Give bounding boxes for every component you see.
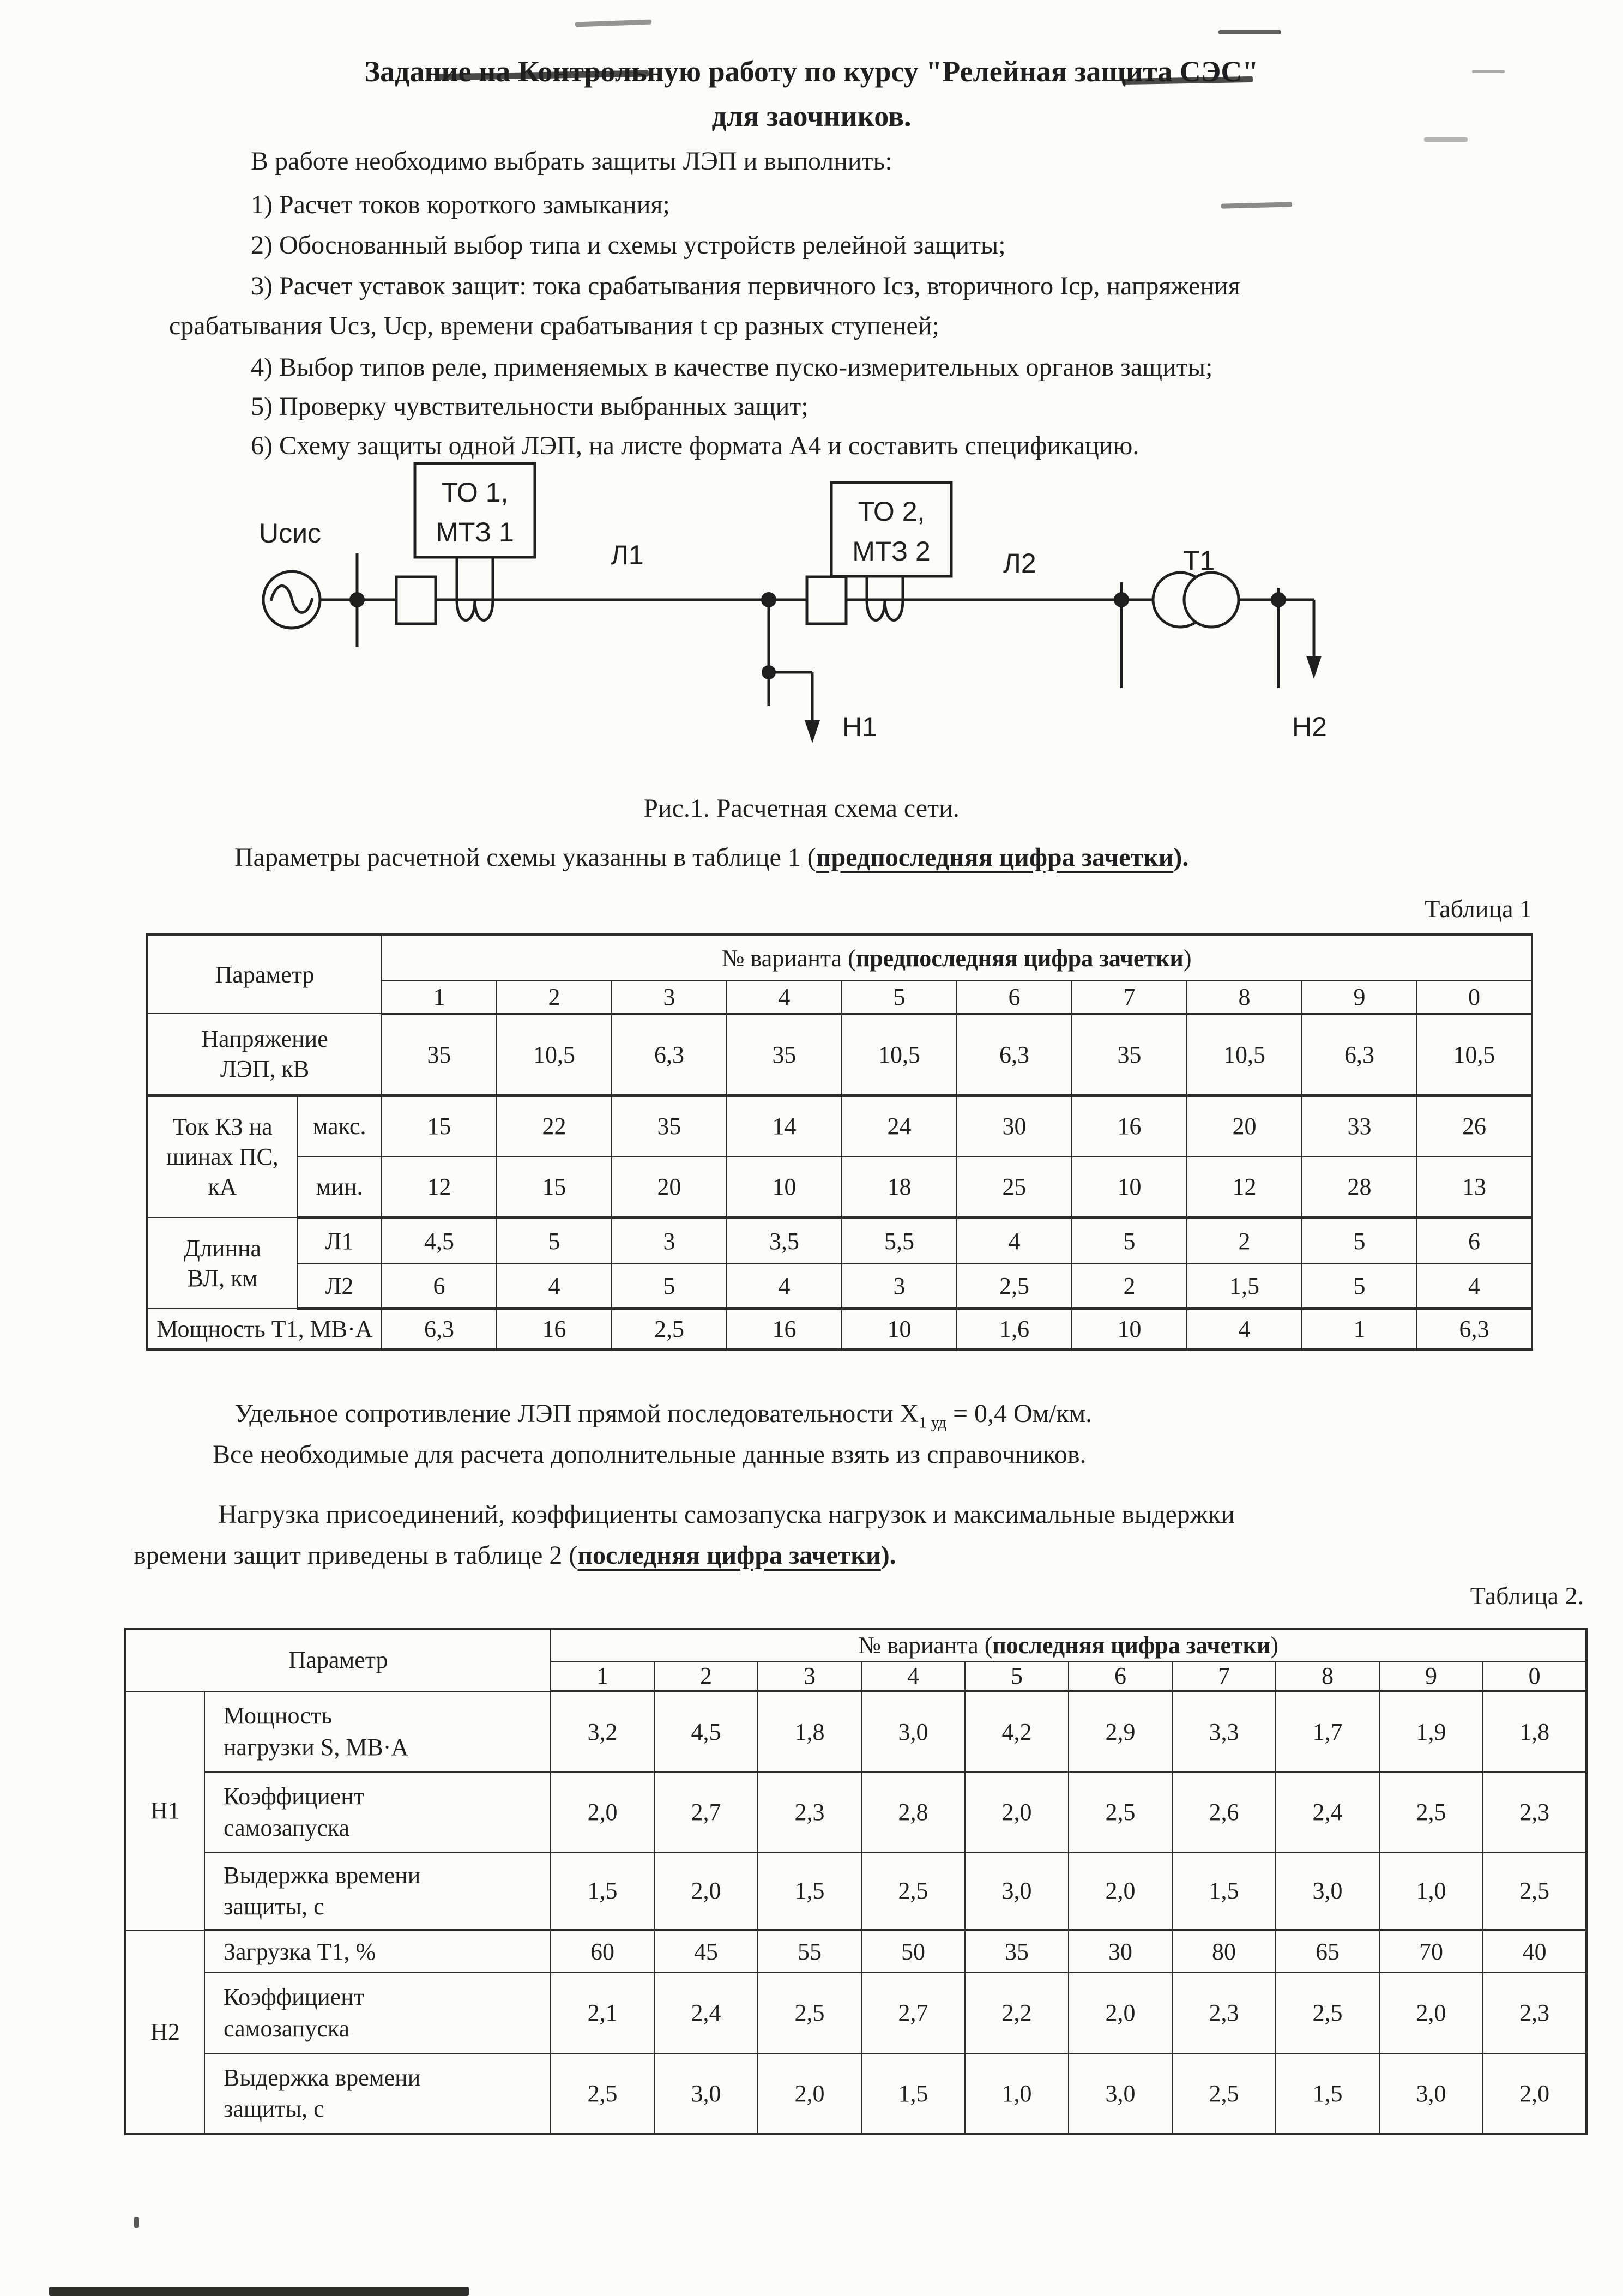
load-paragraph-line2 xyxy=(134,1540,896,1570)
table-cell: 9 xyxy=(1302,981,1417,1014)
figure-caption: Рис.1. Расчетная схема сети. xyxy=(643,794,960,823)
transformer-symbol xyxy=(1153,573,1239,627)
table-cell: 14 xyxy=(727,1095,842,1156)
row-label xyxy=(204,1853,551,1930)
resistivity-paragraph xyxy=(234,1399,1092,1432)
table-cell: 2,0 xyxy=(1069,1973,1172,2053)
table-cell: 2,8 xyxy=(861,1772,965,1853)
table-cell: 2,5 xyxy=(1483,1853,1586,1930)
table-cell: 2,3 xyxy=(1172,1973,1276,2053)
row-group-label xyxy=(147,1095,297,1218)
table-cell: 22 xyxy=(497,1095,612,1156)
table-cell: 10 xyxy=(1072,1156,1187,1218)
table-cell: 1,5 xyxy=(1187,1264,1302,1309)
param-column-header: Параметр xyxy=(147,935,382,1014)
row-sublabel: мин. xyxy=(297,1156,382,1218)
task-item-4: 4) Выбор типов реле, применяемых в качестве пуско-измерительных органов защиты; xyxy=(251,353,1213,382)
task-item-2: 2) Обоснованный выбор типа и схемы устройств релейной защиты; xyxy=(251,231,1006,260)
table-cell: 25 xyxy=(957,1156,1072,1218)
variant-header-pre: № варианта ( xyxy=(858,1632,993,1659)
table-row-len-l1 xyxy=(147,1218,1532,1264)
resistivity-text-end: = 0,4 Ом/км. xyxy=(946,1399,1093,1428)
table-cell: 70 xyxy=(1379,1930,1483,1973)
table-cell: 1,5 xyxy=(1172,1853,1276,1930)
table-cell: 2,2 xyxy=(965,1973,1069,2053)
source-label: Uсис xyxy=(259,518,322,549)
table-cell: 28 xyxy=(1302,1156,1417,1218)
table-row-h2-loading xyxy=(125,1930,1586,1973)
table-cell: 0 xyxy=(1483,1661,1586,1691)
table-header-row xyxy=(125,1629,1586,1661)
table-cell: 2,5 xyxy=(551,2053,654,2134)
table-cell: 40 xyxy=(1483,1930,1586,1973)
table-row-h1-delay xyxy=(125,1853,1586,1930)
row-label-line1: Коэффициент xyxy=(224,1984,365,2011)
table-cell: 4 xyxy=(1417,1264,1532,1309)
params-paragraph xyxy=(234,842,1188,872)
breaker1-symbol xyxy=(396,577,436,624)
table-cell: 5 xyxy=(842,981,957,1014)
table-cell: 10,5 xyxy=(842,1014,957,1095)
table-cell: 2 xyxy=(497,981,612,1014)
table-cell: 80 xyxy=(1172,1930,1276,1973)
table-cell: 5,5 xyxy=(842,1218,957,1264)
table-cell: 2,7 xyxy=(654,1772,758,1853)
table-cell: 2,5 xyxy=(1069,1772,1172,1853)
table-cell: 8 xyxy=(1276,1661,1379,1691)
table-cell: 1 xyxy=(551,1661,654,1691)
table-cell: 3,3 xyxy=(1172,1691,1276,1772)
param-column-header: Параметр xyxy=(125,1629,551,1691)
table-cell: 2,0 xyxy=(1069,1853,1172,1930)
table-cell: 12 xyxy=(1187,1156,1302,1218)
table-cell: 2,5 xyxy=(957,1264,1072,1309)
load1-arrow xyxy=(805,720,820,743)
table-cell: 2,0 xyxy=(758,2053,861,2134)
table-cell: 2,5 xyxy=(861,1853,965,1930)
scan-artifact xyxy=(1424,137,1468,142)
table-cell: 16 xyxy=(727,1309,842,1349)
table-cell: 33 xyxy=(1302,1095,1417,1156)
table-cell: 35 xyxy=(965,1930,1069,1973)
table-cell: 65 xyxy=(1276,1930,1379,1973)
table-cell: 1,9 xyxy=(1379,1691,1483,1772)
row-label xyxy=(147,1014,382,1095)
resistivity-subscript: 1 уд xyxy=(919,1413,946,1432)
table-cell: 0 xyxy=(1417,981,1532,1014)
table-cell: 6 xyxy=(382,1264,497,1309)
table-cell: 10 xyxy=(727,1156,842,1218)
row-label-line2: ЛЭП, кВ xyxy=(220,1056,310,1083)
row-label-line1: Выдержка времени xyxy=(224,1861,421,1889)
table-cell: 24 xyxy=(842,1095,957,1156)
table2-label: Таблица 2. xyxy=(1470,1582,1584,1610)
table-cell: 2 xyxy=(1072,1264,1187,1309)
table-cell: 5 xyxy=(1302,1264,1417,1309)
table-cell: 18 xyxy=(842,1156,957,1218)
row-label-line1: Напряжение xyxy=(201,1026,328,1053)
table-cell: 45 xyxy=(654,1930,758,1973)
table-cell: 35 xyxy=(727,1014,842,1095)
table-cell: 4,5 xyxy=(654,1691,758,1772)
task-item-1: 1) Расчет токов короткого замыкания; xyxy=(251,190,670,219)
document-title-line1: Задание на Контрольную работу по курсу "Релейная защита СЭС" xyxy=(364,55,1259,88)
row-label xyxy=(204,1691,551,1772)
table-cell: 3 xyxy=(612,981,727,1014)
table-cell: 4 xyxy=(957,1218,1072,1264)
scan-artifact xyxy=(134,2217,139,2228)
table-cell: 1,6 xyxy=(957,1309,1072,1349)
network-diagram xyxy=(229,461,1461,766)
table-cell: 10,5 xyxy=(1417,1014,1532,1095)
table-cell: 1,7 xyxy=(1276,1691,1379,1772)
table-row-power xyxy=(147,1309,1532,1349)
table-cell: 2,5 xyxy=(1379,1772,1483,1853)
table-cell: 20 xyxy=(1187,1095,1302,1156)
table-cell: 1,5 xyxy=(758,1853,861,1930)
table-cell: 3 xyxy=(842,1264,957,1309)
ct1-symbol xyxy=(457,557,493,620)
table-cell: 9 xyxy=(1379,1661,1483,1691)
row-label xyxy=(204,1772,551,1853)
row-label-line1: Коэффициент xyxy=(224,1783,365,1810)
row-label xyxy=(204,1973,551,2053)
scan-artifact xyxy=(1218,30,1281,34)
table-cell: 30 xyxy=(1069,1930,1172,1973)
table-cell: 6,3 xyxy=(1417,1309,1532,1349)
table-cell: 3,0 xyxy=(861,1691,965,1772)
table-row-h2-delay xyxy=(125,2053,1586,2134)
group-label-h2: Н2 xyxy=(125,1930,204,2134)
table-cell: 2,5 xyxy=(1172,2053,1276,2134)
table-cell: 26 xyxy=(1417,1095,1532,1156)
table-cell: 1,8 xyxy=(1483,1691,1586,1772)
row-label-line2: самозапуска xyxy=(224,2015,350,2042)
table-cell: 6,3 xyxy=(382,1309,497,1349)
junction-dot xyxy=(349,592,365,607)
table-cell: 6,3 xyxy=(957,1014,1072,1095)
ct2-symbol xyxy=(867,576,903,620)
row-label-line1: Длинна xyxy=(183,1234,262,1262)
row-label-line2: самозапуска xyxy=(224,1814,350,1841)
load2-label: Н2 xyxy=(1292,712,1327,742)
table-cell: 2,5 xyxy=(1276,1973,1379,2053)
table-cell: 2,4 xyxy=(654,1973,758,2053)
refdata-paragraph: Все необходимые для расчета дополнительные данные взять из справочников. xyxy=(213,1440,1087,1469)
task-item-3-cont: срабатывания Uсз, Uср, времени срабатывания t ср разных ступеней; xyxy=(169,311,939,340)
table-cell: 5 xyxy=(965,1661,1069,1691)
load2-arrow xyxy=(1306,656,1322,679)
table-cell: 2,3 xyxy=(1483,1772,1586,1853)
table-cell: 8 xyxy=(1187,981,1302,1014)
variant-header-pre: № варианта ( xyxy=(721,944,856,972)
table-cell: 3,0 xyxy=(1276,1853,1379,1930)
table-cell: 35 xyxy=(382,1014,497,1095)
table-cell: 1,5 xyxy=(1276,2053,1379,2134)
table-cell: 3,2 xyxy=(551,1691,654,1772)
table-cell: 1 xyxy=(1302,1309,1417,1349)
row-label-line2: защиты, с xyxy=(224,1893,324,1920)
row-label-line1: Выдержка времени xyxy=(224,2064,421,2091)
table-cell: 3,0 xyxy=(1379,2053,1483,2134)
table-cell: 4,2 xyxy=(965,1691,1069,1772)
table-cell: 5 xyxy=(1072,1218,1187,1264)
table-cell: 7 xyxy=(1172,1661,1276,1691)
row-label-line2: шинах ПС, кА xyxy=(166,1143,279,1201)
relay1-label-line1: ТО 1, xyxy=(441,477,509,508)
table-header-row xyxy=(147,935,1532,981)
table-cell: 55 xyxy=(758,1930,861,1973)
table-cell: 2,0 xyxy=(1379,1973,1483,2053)
table-cell: 35 xyxy=(612,1095,727,1156)
row-sublabel: макс. xyxy=(297,1095,382,1156)
table1 xyxy=(146,933,1533,1351)
table-cell: 16 xyxy=(1072,1095,1187,1156)
variant-header-emphasis: последняя цифра зачетки xyxy=(992,1632,1271,1659)
table-cell: 10 xyxy=(842,1309,957,1349)
table-cell: 6 xyxy=(1069,1661,1172,1691)
table-cell: 2,3 xyxy=(1483,1973,1586,2053)
row-label-line1: Ток КЗ на xyxy=(172,1113,273,1141)
load-emphasis: последняя цифра зачетки xyxy=(577,1541,881,1570)
table-cell: 2,0 xyxy=(551,1772,654,1853)
load2-branch xyxy=(1306,600,1322,679)
table-cell: 2,4 xyxy=(1276,1772,1379,1853)
table-cell: 16 xyxy=(497,1309,612,1349)
row-label: Мощность Т1, МВ·А xyxy=(147,1309,382,1349)
table-row-sc-min xyxy=(147,1156,1532,1218)
table-cell: 7 xyxy=(1072,981,1187,1014)
table-cell: 6 xyxy=(1417,1218,1532,1264)
load-text-end: ). xyxy=(880,1541,896,1570)
table-cell: 10 xyxy=(1072,1309,1187,1349)
variant-header-post: ) xyxy=(1270,1632,1278,1659)
table-cell: 1,8 xyxy=(758,1691,861,1772)
intro-paragraph: В работе необходимо выбрать защиты ЛЭП и выполнить: xyxy=(251,147,892,176)
table-cell: 3,0 xyxy=(654,2053,758,2134)
variant-column-header xyxy=(551,1629,1586,1661)
junction-dot xyxy=(1271,592,1286,607)
scan-artifact xyxy=(1221,202,1292,208)
table-cell: 15 xyxy=(497,1156,612,1218)
table-cell: 2,5 xyxy=(758,1973,861,2053)
params-text: Параметры расчетной схемы указанны в таблице 1 ( xyxy=(234,843,816,872)
table-cell: 2,9 xyxy=(1069,1691,1172,1772)
load1-label: Н1 xyxy=(842,712,877,742)
table-cell: 4,5 xyxy=(382,1218,497,1264)
table-cell: 1,5 xyxy=(551,1853,654,1930)
line2-label: Л2 xyxy=(1003,548,1036,578)
table-row-len-l2 xyxy=(147,1264,1532,1309)
table-cell: 1 xyxy=(382,981,497,1014)
table-cell: 60 xyxy=(551,1930,654,1973)
table-cell: 2,7 xyxy=(861,1973,965,2053)
row-label-line1: Мощность xyxy=(224,1702,333,1729)
table1-label: Таблица 1 xyxy=(1425,895,1532,923)
line1-label: Л1 xyxy=(611,540,644,570)
table-cell: 4 xyxy=(727,981,842,1014)
load-text: времени защит приведены в таблице 2 ( xyxy=(134,1541,578,1570)
table-cell: 2,3 xyxy=(758,1772,861,1853)
table-cell: 4 xyxy=(861,1661,965,1691)
table-cell: 2,1 xyxy=(551,1973,654,2053)
row-label-line2: ВЛ, км xyxy=(187,1264,258,1292)
table-row-voltage xyxy=(147,1014,1532,1095)
document-title-line2: для заочников. xyxy=(711,100,912,132)
table-cell: 1,0 xyxy=(965,2053,1069,2134)
table-cell: 10,5 xyxy=(1187,1014,1302,1095)
table-cell: 2,6 xyxy=(1172,1772,1276,1853)
table-cell: 4 xyxy=(1187,1309,1302,1349)
table-cell: 15 xyxy=(382,1095,497,1156)
table-cell: 1,0 xyxy=(1379,1853,1483,1930)
task-item-3: 3) Расчет уставок защит: тока срабатывания первичного Iсз, вторичного Iср, напряжения xyxy=(251,272,1240,300)
variant-header-emphasis: предпоследняя цифра зачетки xyxy=(855,944,1184,972)
table-cell: 35 xyxy=(1072,1014,1187,1095)
table-cell: 1,5 xyxy=(861,2053,965,2134)
table-cell: 5 xyxy=(612,1264,727,1309)
junction-dot xyxy=(1114,592,1129,607)
breaker2-symbol xyxy=(807,577,846,624)
scan-artifact xyxy=(49,2287,469,2296)
table-cell: 6,3 xyxy=(612,1014,727,1095)
table-row-h1-power xyxy=(125,1691,1586,1772)
transformer-label: Т1 xyxy=(1183,545,1215,576)
row-label-line2: нагрузки S, МВ·А xyxy=(224,1733,409,1761)
table-cell: 2 xyxy=(654,1661,758,1691)
row-sublabel: Л2 xyxy=(297,1264,382,1309)
table-cell: 4 xyxy=(497,1264,612,1309)
row-sublabel: Л1 xyxy=(297,1218,382,1264)
relay2-label-line2: МТЗ 2 xyxy=(852,536,931,567)
generator-symbol xyxy=(263,571,320,628)
table-cell: 2 xyxy=(1187,1218,1302,1264)
table-row-sc-max xyxy=(147,1095,1532,1156)
table-cell: 2,5 xyxy=(612,1309,727,1349)
table-cell: 2,0 xyxy=(1483,2053,1586,2134)
table-cell: 3,0 xyxy=(965,1853,1069,1930)
table2 xyxy=(124,1628,1588,2135)
relay2-label-line1: ТО 2, xyxy=(858,496,925,527)
row-label-line1: Загрузка Т1, % xyxy=(224,1938,376,1965)
task-item-5: 5) Проверку чувствительности выбранных защит; xyxy=(251,392,809,421)
table-cell: 3 xyxy=(758,1661,861,1691)
scan-artifact xyxy=(575,20,651,27)
relay1-label-line2: МТЗ 1 xyxy=(436,517,514,547)
row-label xyxy=(204,1930,551,1973)
task-item-6: 6) Схему защиты одной ЛЭП, на листе формата А4 и составить спецификацию. xyxy=(251,431,1139,460)
row-label-line2: защиты, с xyxy=(224,2095,324,2122)
table-cell: 13 xyxy=(1417,1156,1532,1218)
table-cell: 2,0 xyxy=(965,1772,1069,1853)
variant-header-post: ) xyxy=(1183,944,1192,972)
table-cell: 50 xyxy=(861,1930,965,1973)
params-emphasis: предпоследняя цифра зачетки xyxy=(816,843,1174,872)
table-cell: 5 xyxy=(1302,1218,1417,1264)
table-row-h1-coeff xyxy=(125,1772,1586,1853)
table-row-h2-coeff xyxy=(125,1973,1586,2053)
table-cell: 20 xyxy=(612,1156,727,1218)
table-cell: 5 xyxy=(497,1218,612,1264)
table-cell: 3 xyxy=(612,1218,727,1264)
table-cell: 6,3 xyxy=(1302,1014,1417,1095)
table-cell: 12 xyxy=(382,1156,497,1218)
table-cell: 3,0 xyxy=(1069,2053,1172,2134)
params-text-end: ). xyxy=(1173,843,1189,872)
table-cell: 30 xyxy=(957,1095,1072,1156)
table-cell: 6 xyxy=(957,981,1072,1014)
group-label-h1: Н1 xyxy=(125,1691,204,1930)
table-cell: 2,0 xyxy=(654,1853,758,1930)
table-cell: 3,5 xyxy=(727,1218,842,1264)
row-label xyxy=(204,2053,551,2134)
variant-column-header xyxy=(382,935,1532,981)
table-cell: 4 xyxy=(727,1264,842,1309)
table-cell: 10,5 xyxy=(497,1014,612,1095)
row-group-label xyxy=(147,1218,297,1309)
load-paragraph-line1: Нагрузка присоединений, коэффициенты самозапуска нагрузок и максимальные выдержки xyxy=(218,1500,1235,1529)
resistivity-text: Удельное сопротивление ЛЭП прямой последовательности Х xyxy=(234,1399,919,1428)
